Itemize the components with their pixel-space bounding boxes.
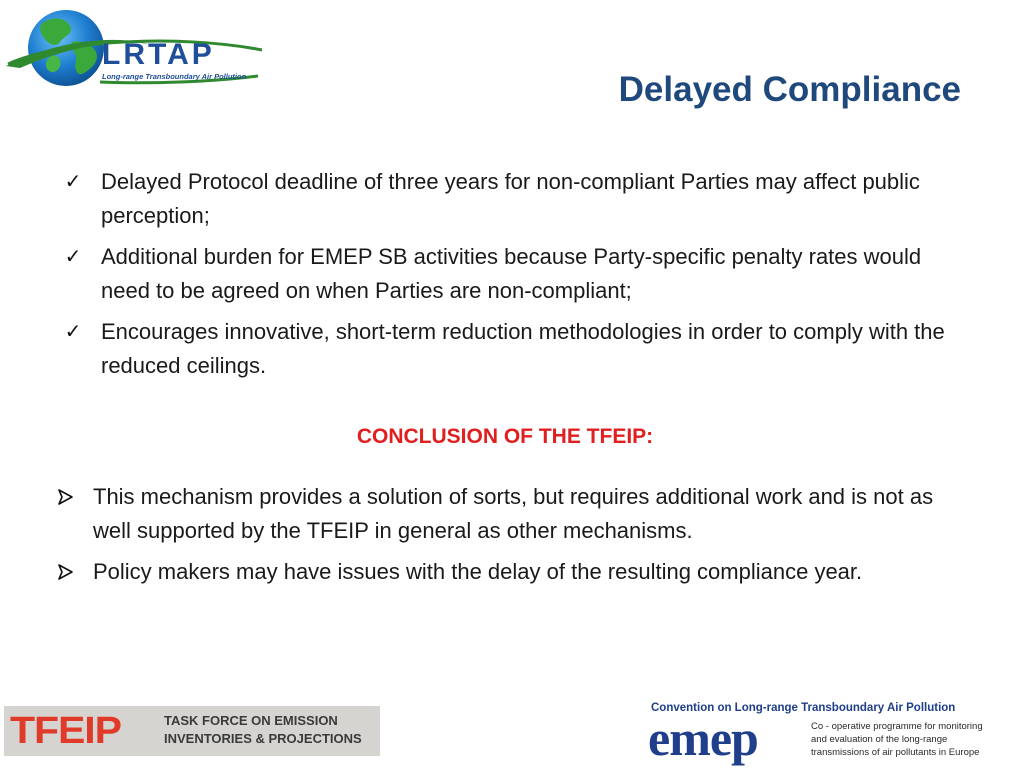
- check-bullet-list: [60, 165, 960, 390]
- arrow-bullet-icon: [52, 555, 78, 589]
- tfeip-line-1: TASK FORCE ON EMISSION: [164, 713, 338, 728]
- list-item: [60, 240, 960, 308]
- emep-convention: Convention on Long-range Transboundary Air Pollution: [651, 702, 956, 714]
- emep-description: [811, 720, 983, 759]
- check-icon: ✓: [64, 321, 82, 343]
- arrow-bullet-list: [52, 480, 972, 596]
- list-item-text: Policy makers may have issues with the delay of the resulting compliance year.: [93, 559, 863, 584]
- slide-title: Delayed Compliance: [618, 70, 961, 109]
- check-icon: ✓: [64, 171, 82, 193]
- emep-logo: [648, 700, 1020, 764]
- list-item-text: Additional burden for EMEP SB activities because Party-specific penalty rates would need to be agreed on when Parties are non-compliant;: [101, 244, 922, 303]
- check-icon: ✓: [64, 246, 82, 268]
- lrtap-subtitle: Long-range Transboundary Air Pollution: [102, 72, 247, 81]
- conclusion-heading: CONCLUSION OF THE TFEIP:: [356, 425, 654, 448]
- emep-desc-line-3: transmissions of air pollutants in Europe: [811, 747, 980, 758]
- emep-desc-line-2: and evaluation of the long-range: [811, 734, 948, 745]
- tfeip-line-2: INVENTORIES & PROJECTIONS: [164, 731, 362, 746]
- emep-wordmark: emep: [648, 710, 758, 766]
- list-item: [52, 555, 972, 589]
- emep-desc-line-1: Co - operative programme for monitoring: [811, 721, 983, 732]
- list-item: [60, 315, 960, 383]
- lrtap-logo: [0, 4, 270, 92]
- lrtap-wordmark: LRTAP: [102, 38, 215, 71]
- list-item-text: Encourages innovative, short-term reduction methodologies in order to comply with the reduced ceilings.: [101, 319, 945, 378]
- list-item-text: This mechanism provides a solution of sorts, but requires additional work and is not as well supported by the TFEIP in general as other mechanisms.: [93, 484, 934, 543]
- tfeip-subtitle: [164, 712, 362, 748]
- arrow-bullet-icon: [52, 480, 78, 514]
- tfeip-wordmark: TFEIP: [10, 710, 121, 752]
- list-item: [60, 165, 960, 233]
- list-item: [52, 480, 972, 548]
- list-item-text: Delayed Protocol deadline of three years for non-compliant Parties may affect public perception;: [101, 169, 920, 228]
- tfeip-logo: [4, 706, 380, 756]
